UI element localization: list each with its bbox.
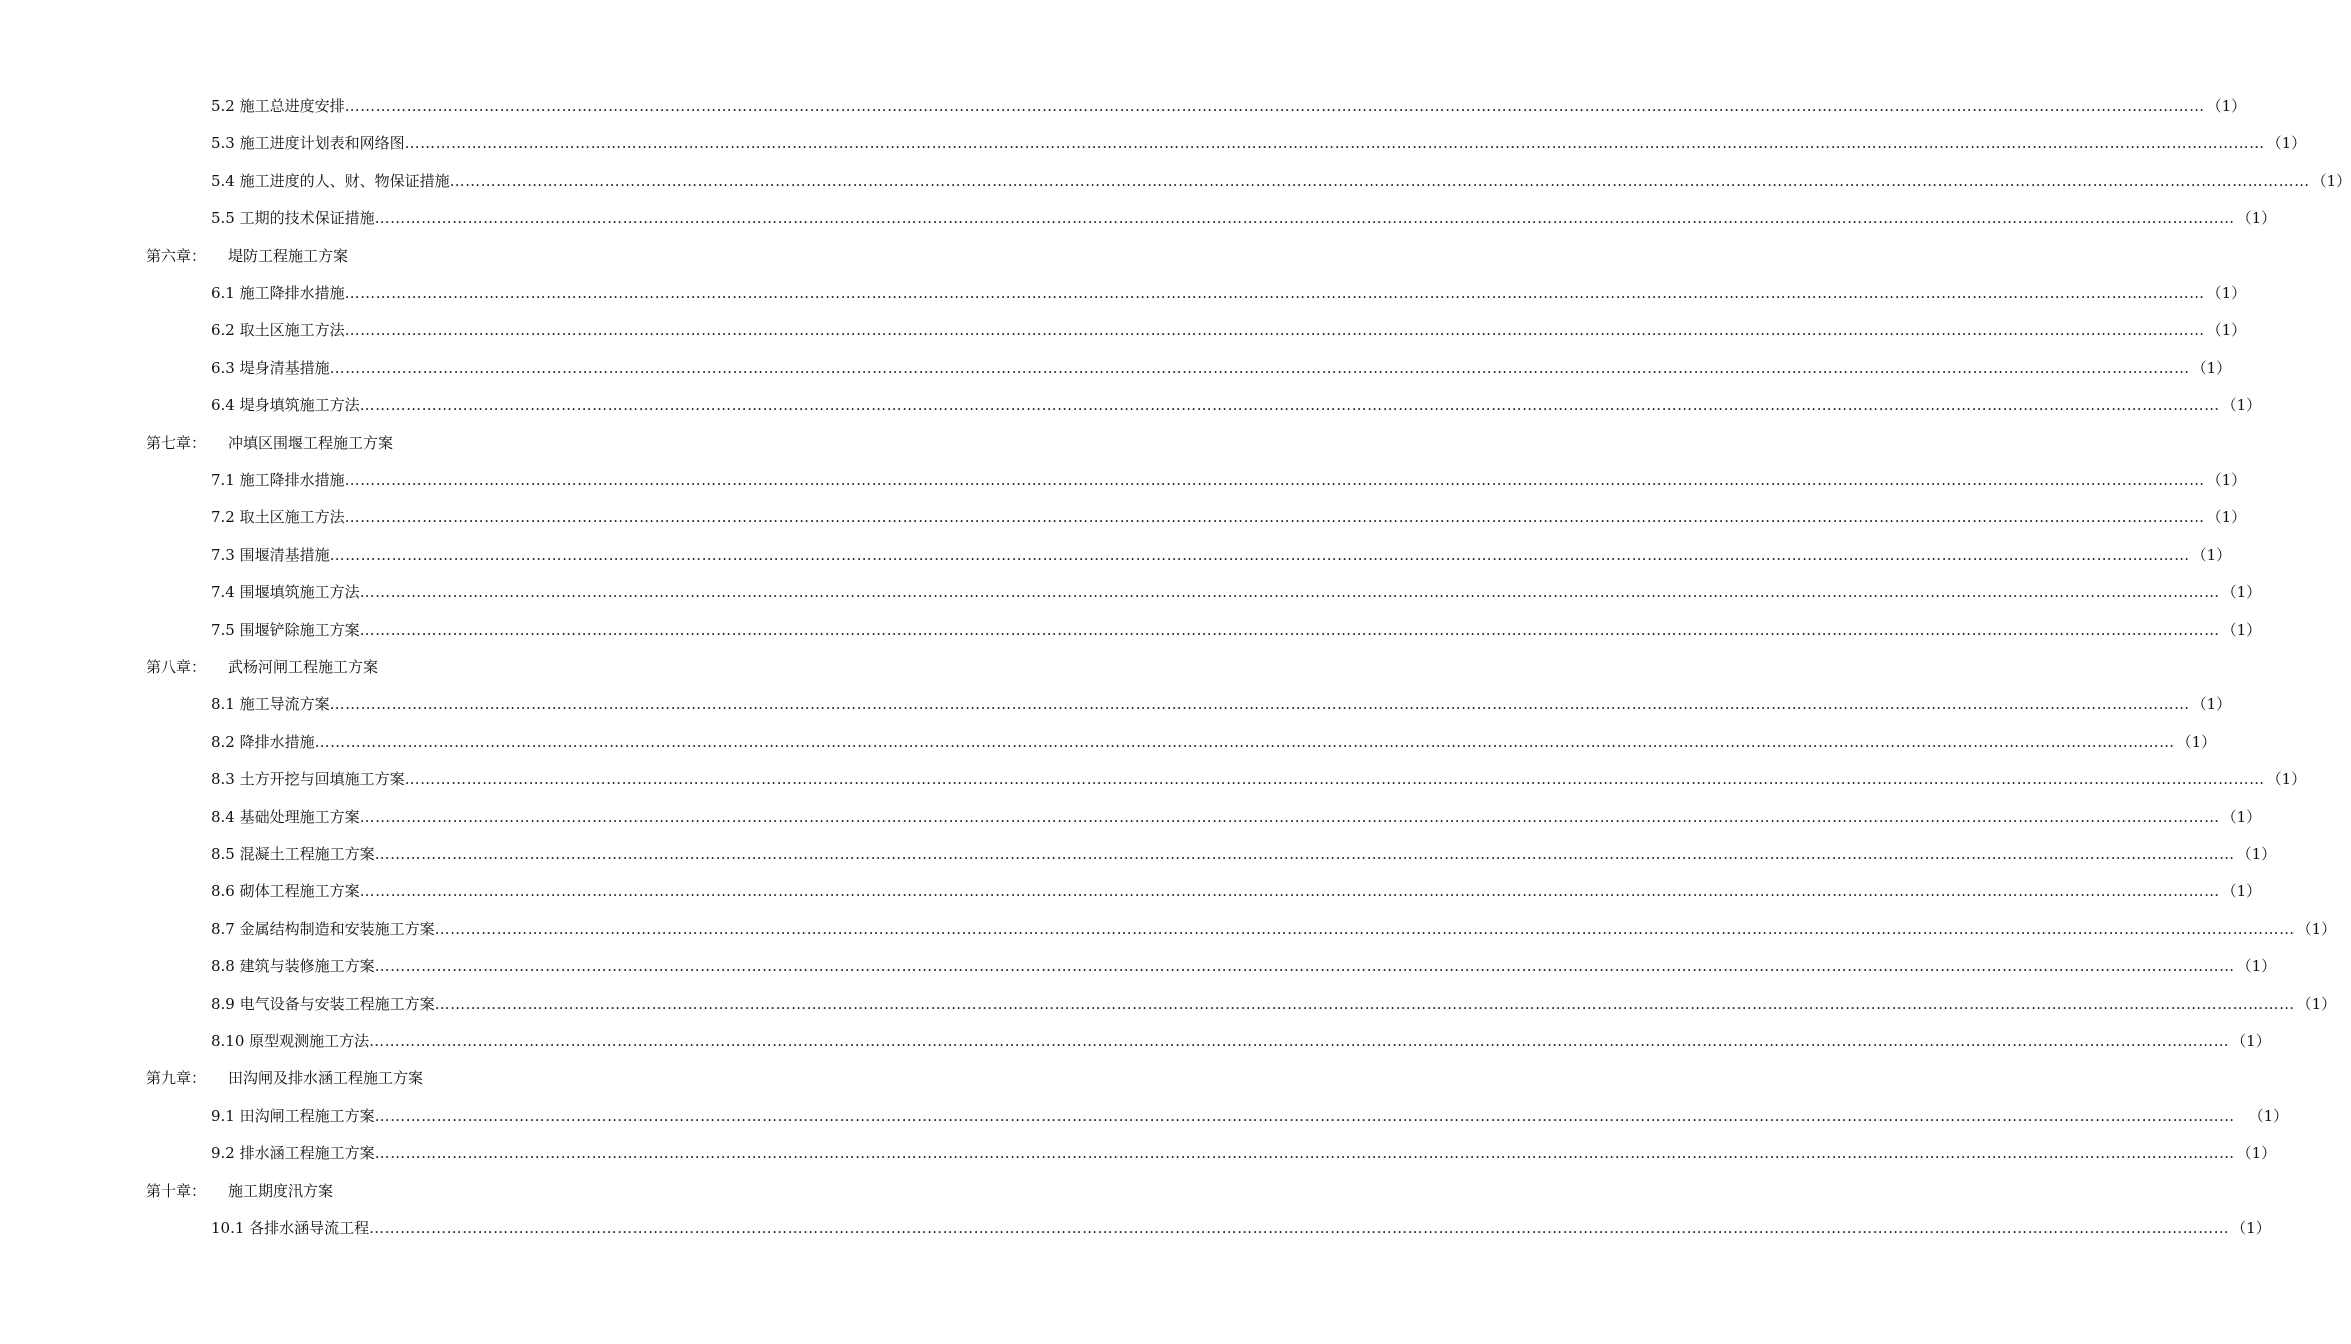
entry-label: 5.2 施工总进度安排 xyxy=(211,97,345,115)
page-number: （1） xyxy=(2221,583,2262,601)
dot-leader: ……………………………………………………………………………………………………………………………………………………………………………………………………………………………………………………………………………………………………………………………… xyxy=(359,621,2220,639)
entry-label: 6.2 取土区施工方法 xyxy=(211,321,345,339)
toc-entry xyxy=(211,169,2351,193)
entry-label: 8.7 金属结构制造和安装施工方案 xyxy=(211,920,435,938)
toc-entry xyxy=(211,356,2232,380)
toc-entry xyxy=(211,692,2232,716)
dot-leader: ……………………………………………………………………………………………………………………………………………………………………………………………………………………………………………………………………………………………………………………………… xyxy=(359,882,2220,900)
toc-entry xyxy=(211,393,2262,417)
entry-label: 8.10 原型观测施工方法 xyxy=(211,1032,370,1050)
entry-label: 6.1 施工降排水措施 xyxy=(211,284,345,302)
page-number: （1） xyxy=(2231,1219,2271,1237)
dot-leader: ……………………………………………………………………………………………………………………………………………………………………………………………………………………………………………………………………………………………………………………………… xyxy=(449,172,2310,190)
page-number: （1） xyxy=(2206,471,2247,489)
toc-entry xyxy=(211,580,2262,604)
dot-leader: ……………………………………………………………………………………………………………………………………………………………………………………………………………………………………………………………………………………………………………………………… xyxy=(374,1144,2235,1162)
entry-label: 7.1 施工降排水措施 xyxy=(211,471,345,489)
page-number: （1） xyxy=(2191,359,2232,377)
page-number: （1） xyxy=(2221,396,2262,414)
entry-label: 7.3 围堰清基措施 xyxy=(211,546,330,564)
toc-entry xyxy=(211,992,2337,1016)
chapter-number: 第七章： xyxy=(146,434,207,452)
dot-leader: ……………………………………………………………………………………………………………………………………………………………………………………………………………………………………………………………………………………………………………………………… xyxy=(374,209,2235,227)
dot-leader: ……………………………………………………………………………………………………………………………………………………………………………………………………………………………………………………………………………………………………………………………… xyxy=(404,770,2265,788)
page-number: （1） xyxy=(2266,134,2307,152)
dot-leader: ……………………………………………………………………………………………………………………………………………………………………………………………………………………………………………………………………………………………………………………………… xyxy=(369,1219,2230,1237)
dot-leader: ……………………………………………………………………………………………………………………………………………………………………………………………………………………………………………………………………………………………………………………………… xyxy=(374,1107,2235,1125)
entry-label: 8.2 降排水措施 xyxy=(211,733,315,751)
toc-entry xyxy=(211,206,2277,230)
chapter-title: 武杨河闸工程施工方案 xyxy=(228,658,379,676)
entry-label: 9.2 排水涵工程施工方案 xyxy=(211,1144,375,1162)
chapter-number: 第十章： xyxy=(146,1182,207,1200)
dot-leader: ……………………………………………………………………………………………………………………………………………………………………………………………………………………………………………………………………………………………………………………………… xyxy=(329,359,2190,377)
entry-label: 8.9 电气设备与安装工程施工方案 xyxy=(211,995,435,1013)
page-number: （1） xyxy=(2176,733,2217,751)
toc-entry xyxy=(211,1216,2271,1240)
dot-leader: ……………………………………………………………………………………………………………………………………………………………………………………………………………………………………………………………………………………………………………………………… xyxy=(329,546,2190,564)
page-number: （1） xyxy=(2206,508,2247,526)
chapter-number: 第九章： xyxy=(146,1069,207,1087)
toc-entry xyxy=(211,767,2307,791)
toc-chapter xyxy=(146,1179,333,1203)
page-number: （1） xyxy=(2236,1144,2277,1162)
entry-label: 6.3 堤身清基措施 xyxy=(211,359,330,377)
dot-leader: ……………………………………………………………………………………………………………………………………………………………………………………………………………………………………………………………………………………………………………………………… xyxy=(434,995,2295,1013)
toc-chapter xyxy=(146,655,378,679)
page-number: （1） xyxy=(2311,172,2351,190)
toc-entry xyxy=(211,131,2307,155)
dot-leader: ……………………………………………………………………………………………………………………………………………………………………………………………………………………………………………………………………………………………………………………………… xyxy=(344,508,2205,526)
toc-entry xyxy=(211,281,2247,305)
entry-label: 8.8 建筑与装修施工方案 xyxy=(211,957,375,975)
chapter-number: 第六章： xyxy=(146,247,207,265)
entry-label: 8.3 土方开挖与回填施工方案 xyxy=(211,770,405,788)
page-number: （1） xyxy=(2221,808,2262,826)
page-number: （1） xyxy=(2206,284,2247,302)
page-number: （1） xyxy=(2221,621,2262,639)
dot-leader: ……………………………………………………………………………………………………………………………………………………………………………………………………………………………………………………………………………………………………………………………… xyxy=(369,1032,2230,1050)
toc-chapter xyxy=(146,431,393,455)
entry-label: 10.1 各排水涵导流工程 xyxy=(211,1219,370,1237)
chapter-title: 田沟闸及排水涵工程施工方案 xyxy=(228,1069,424,1087)
dot-leader: ……………………………………………………………………………………………………………………………………………………………………………………………………………………………………………………………………………………………………………………………… xyxy=(329,695,2190,713)
page-number: （1） xyxy=(2296,920,2337,938)
dot-leader: ……………………………………………………………………………………………………………………………………………………………………………………………………………………………………………………………………………………………………………………………… xyxy=(314,733,2175,751)
toc-entry xyxy=(211,94,2247,118)
toc-entry xyxy=(211,1104,2289,1128)
dot-leader: ……………………………………………………………………………………………………………………………………………………………………………………………………………………………………………………………………………………………………………………………… xyxy=(344,321,2205,339)
entry-label: 7.5 围堰铲除施工方案 xyxy=(211,621,360,639)
toc-entry xyxy=(211,618,2262,642)
page-number: （1） xyxy=(2236,957,2277,975)
dot-leader: ……………………………………………………………………………………………………………………………………………………………………………………………………………………………………………………………………………………………………………………………… xyxy=(374,957,2235,975)
page-number: （1） xyxy=(2266,770,2307,788)
page-number: （1） xyxy=(2236,209,2277,227)
toc-entry xyxy=(211,730,2217,754)
dot-leader: ……………………………………………………………………………………………………………………………………………………………………………………………………………………………………………………………………………………………………………………………… xyxy=(359,583,2220,601)
toc-entry xyxy=(211,468,2247,492)
page-number: （1） xyxy=(2296,995,2337,1013)
entry-label: 8.1 施工导流方案 xyxy=(211,695,330,713)
dot-leader: ……………………………………………………………………………………………………………………………………………………………………………………………………………………………………………………………………………………………………………………………… xyxy=(344,471,2205,489)
toc-entry xyxy=(211,505,2247,529)
toc-entry xyxy=(211,318,2247,342)
page-number: （1） xyxy=(2248,1107,2289,1125)
page-number: （1） xyxy=(2221,882,2262,900)
page-number: （1） xyxy=(2236,845,2277,863)
entry-label: 7.4 围堰填筑施工方法 xyxy=(211,583,360,601)
page-number: （1） xyxy=(2231,1032,2271,1050)
entry-label: 5.5 工期的技术保证措施 xyxy=(211,209,375,227)
toc-entry xyxy=(211,842,2277,866)
toc-entry xyxy=(211,543,2232,567)
dot-leader: ……………………………………………………………………………………………………………………………………………………………………………………………………………………………………………………………………………………………………………………………… xyxy=(344,284,2205,302)
chapter-title: 堤防工程施工方案 xyxy=(228,247,349,265)
page-number: （1） xyxy=(2206,97,2247,115)
dot-leader: ……………………………………………………………………………………………………………………………………………………………………………………………………………………………………………………………………………………………………………………………… xyxy=(404,134,2265,152)
entry-label: 5.4 施工进度的人、财、物保证措施 xyxy=(211,172,450,190)
page-number: （1） xyxy=(2191,695,2232,713)
entry-label: 8.6 砌体工程施工方案 xyxy=(211,882,360,900)
toc-entry xyxy=(211,917,2337,941)
toc-entry xyxy=(211,954,2277,978)
chapter-number: 第八章： xyxy=(146,658,207,676)
toc-chapter xyxy=(146,244,348,268)
page-number: （1） xyxy=(2191,546,2232,564)
entry-label: 6.4 堤身填筑施工方法 xyxy=(211,396,360,414)
toc-entry xyxy=(211,879,2262,903)
chapter-title: 施工期度汛方案 xyxy=(228,1182,334,1200)
entry-label: 9.1 田沟闸工程施工方案 xyxy=(211,1107,375,1125)
page-number: （1） xyxy=(2206,321,2247,339)
toc-entry xyxy=(211,805,2262,829)
dot-leader: ……………………………………………………………………………………………………………………………………………………………………………………………………………………………………………………………………………………………………………………………… xyxy=(374,845,2235,863)
toc-chapter xyxy=(146,1066,423,1090)
dot-leader: ……………………………………………………………………………………………………………………………………………………………………………………………………………………………………………………………………………………………………………………………… xyxy=(434,920,2295,938)
chapter-title: 冲填区围堰工程施工方案 xyxy=(228,434,394,452)
dot-leader: ……………………………………………………………………………………………………………………………………………………………………………………………………………………………………………………………………………………………………………………………… xyxy=(359,396,2220,414)
dot-leader: ……………………………………………………………………………………………………………………………………………………………………………………………………………………………………………………………………………………………………………………………… xyxy=(344,97,2205,115)
dot-leader: ……………………………………………………………………………………………………………………………………………………………………………………………………………………………………………………………………………………………………………………………… xyxy=(359,808,2220,826)
entry-label: 7.2 取土区施工方法 xyxy=(211,508,345,526)
toc-entry xyxy=(211,1029,2271,1053)
entry-label: 5.3 施工进度计划表和网络图 xyxy=(211,134,405,152)
entry-label: 8.4 基础处理施工方案 xyxy=(211,808,360,826)
entry-label: 8.5 混凝土工程施工方案 xyxy=(211,845,375,863)
toc-entry xyxy=(211,1141,2277,1165)
